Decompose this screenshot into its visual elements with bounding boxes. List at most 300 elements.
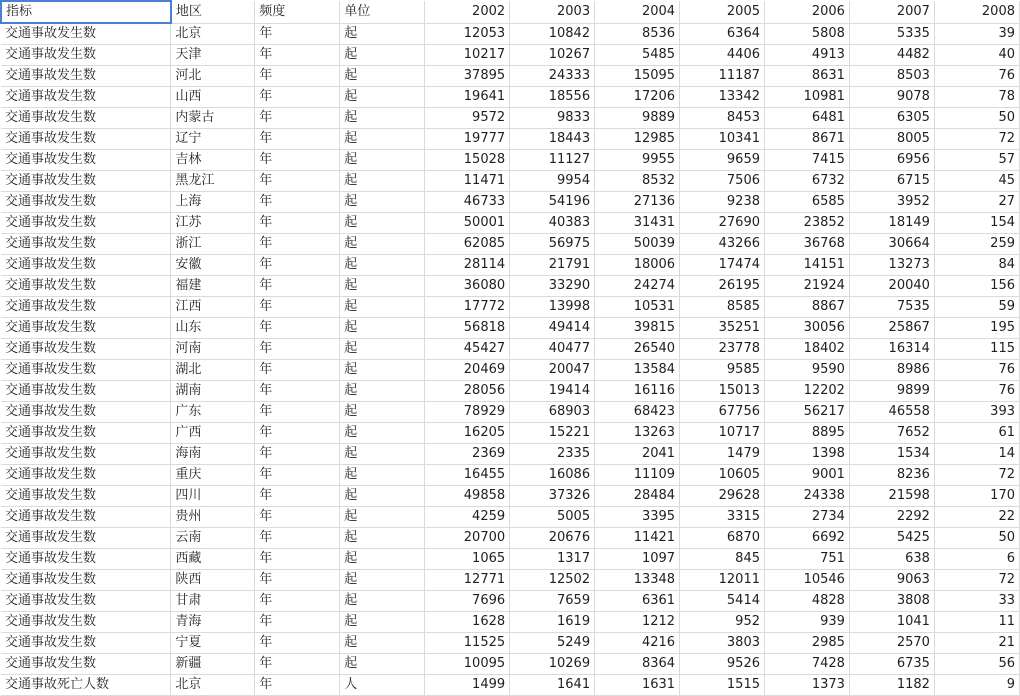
table-cell[interactable]: 61 bbox=[934, 423, 1019, 444]
table-cell[interactable]: 8364 bbox=[595, 654, 680, 675]
table-cell[interactable]: 30664 bbox=[849, 234, 934, 255]
table-cell[interactable]: 4913 bbox=[765, 45, 850, 66]
table-cell[interactable]: 18556 bbox=[510, 87, 595, 108]
table-cell[interactable]: 陕西 bbox=[171, 570, 255, 591]
table-cell[interactable]: 起 bbox=[340, 465, 425, 486]
table-cell[interactable]: 起 bbox=[340, 381, 425, 402]
table-cell[interactable]: 43266 bbox=[680, 234, 765, 255]
table-cell[interactable]: 起 bbox=[340, 633, 425, 654]
table-cell[interactable]: 11 bbox=[934, 612, 1019, 633]
table-cell[interactable]: 年 bbox=[255, 23, 340, 45]
table-cell[interactable]: 年 bbox=[255, 192, 340, 213]
table-cell[interactable]: 2985 bbox=[765, 633, 850, 654]
table-cell[interactable]: 50 bbox=[934, 108, 1019, 129]
table-cell[interactable]: 14 bbox=[934, 444, 1019, 465]
table-cell[interactable]: 4828 bbox=[765, 591, 850, 612]
table-cell[interactable]: 年 bbox=[255, 444, 340, 465]
table-cell[interactable]: 19414 bbox=[510, 381, 595, 402]
table-cell[interactable]: 起 bbox=[340, 213, 425, 234]
table-cell[interactable]: 年 bbox=[255, 675, 340, 696]
table-cell[interactable]: 10717 bbox=[680, 423, 765, 444]
table-cell[interactable]: 6715 bbox=[849, 171, 934, 192]
table-cell[interactable]: 84 bbox=[934, 255, 1019, 276]
table-cell[interactable]: 8895 bbox=[765, 423, 850, 444]
table-cell[interactable]: 50001 bbox=[425, 213, 510, 234]
table-cell[interactable]: 4482 bbox=[849, 45, 934, 66]
table-cell[interactable]: 年 bbox=[255, 549, 340, 570]
table-cell[interactable]: 交通事故发生数 bbox=[1, 654, 171, 675]
table-cell[interactable]: 9585 bbox=[680, 360, 765, 381]
table-cell[interactable]: 26195 bbox=[680, 276, 765, 297]
table-cell[interactable]: 20040 bbox=[849, 276, 934, 297]
table-cell[interactable]: 四川 bbox=[171, 486, 255, 507]
table-cell[interactable]: 年 bbox=[255, 570, 340, 591]
table-cell[interactable]: 9889 bbox=[595, 108, 680, 129]
table-cell[interactable]: 起 bbox=[340, 276, 425, 297]
table-cell[interactable]: 2292 bbox=[849, 507, 934, 528]
header-cell[interactable]: 2005 bbox=[680, 1, 765, 23]
table-cell[interactable]: 13273 bbox=[849, 255, 934, 276]
table-cell[interactable]: 3803 bbox=[680, 633, 765, 654]
table-cell[interactable]: 67756 bbox=[680, 402, 765, 423]
table-cell[interactable]: 河北 bbox=[171, 66, 255, 87]
table-cell[interactable]: 4259 bbox=[425, 507, 510, 528]
table-cell[interactable]: 山东 bbox=[171, 318, 255, 339]
table-cell[interactable]: 2570 bbox=[849, 633, 934, 654]
table-cell[interactable]: 27136 bbox=[595, 192, 680, 213]
table-cell[interactable]: 45427 bbox=[425, 339, 510, 360]
table-cell[interactable]: 40 bbox=[934, 45, 1019, 66]
table-cell[interactable]: 56 bbox=[934, 654, 1019, 675]
table-cell[interactable]: 24338 bbox=[765, 486, 850, 507]
table-cell[interactable]: 3315 bbox=[680, 507, 765, 528]
table-cell[interactable]: 起 bbox=[340, 255, 425, 276]
table-cell[interactable]: 17474 bbox=[680, 255, 765, 276]
table-cell[interactable]: 9238 bbox=[680, 192, 765, 213]
table-cell[interactable]: 8536 bbox=[595, 23, 680, 45]
table-cell[interactable]: 1619 bbox=[510, 612, 595, 633]
table-cell[interactable]: 年 bbox=[255, 129, 340, 150]
table-cell[interactable]: 40383 bbox=[510, 213, 595, 234]
table-cell[interactable]: 78929 bbox=[425, 402, 510, 423]
table-cell[interactable]: 37895 bbox=[425, 66, 510, 87]
table-cell[interactable]: 5005 bbox=[510, 507, 595, 528]
table-cell[interactable]: 4406 bbox=[680, 45, 765, 66]
table-cell[interactable]: 11471 bbox=[425, 171, 510, 192]
table-cell[interactable]: 195 bbox=[934, 318, 1019, 339]
table-cell[interactable]: 36080 bbox=[425, 276, 510, 297]
table-cell[interactable]: 49858 bbox=[425, 486, 510, 507]
table-cell[interactable]: 5425 bbox=[849, 528, 934, 549]
table-cell[interactable]: 30056 bbox=[765, 318, 850, 339]
table-cell[interactable]: 1373 bbox=[765, 675, 850, 696]
table-cell[interactable]: 8532 bbox=[595, 171, 680, 192]
table-cell[interactable]: 9063 bbox=[849, 570, 934, 591]
table-cell[interactable]: 10095 bbox=[425, 654, 510, 675]
table-cell[interactable]: 24274 bbox=[595, 276, 680, 297]
table-cell[interactable]: 59 bbox=[934, 297, 1019, 318]
table-cell[interactable]: 交通事故发生数 bbox=[1, 66, 171, 87]
table-cell[interactable]: 年 bbox=[255, 45, 340, 66]
table-cell[interactable]: 23852 bbox=[765, 213, 850, 234]
table-cell[interactable]: 56217 bbox=[765, 402, 850, 423]
table-cell[interactable]: 交通事故发生数 bbox=[1, 45, 171, 66]
table-cell[interactable]: 黑龙江 bbox=[171, 171, 255, 192]
table-cell[interactable]: 辽宁 bbox=[171, 129, 255, 150]
header-cell[interactable]: 地区 bbox=[171, 1, 255, 23]
table-cell[interactable]: 6364 bbox=[680, 23, 765, 45]
table-cell[interactable]: 交通事故发生数 bbox=[1, 234, 171, 255]
table-cell[interactable]: 新疆 bbox=[171, 654, 255, 675]
table-cell[interactable]: 2369 bbox=[425, 444, 510, 465]
table-cell[interactable]: 4216 bbox=[595, 633, 680, 654]
table-cell[interactable]: 28114 bbox=[425, 255, 510, 276]
table-cell[interactable]: 交通事故发生数 bbox=[1, 129, 171, 150]
table-cell[interactable]: 35251 bbox=[680, 318, 765, 339]
table-cell[interactable]: 内蒙古 bbox=[171, 108, 255, 129]
table-cell[interactable]: 起 bbox=[340, 549, 425, 570]
table-cell[interactable]: 16314 bbox=[849, 339, 934, 360]
table-cell[interactable]: 交通事故发生数 bbox=[1, 339, 171, 360]
table-cell[interactable]: 28484 bbox=[595, 486, 680, 507]
table-cell[interactable]: 751 bbox=[765, 549, 850, 570]
table-cell[interactable]: 19777 bbox=[425, 129, 510, 150]
table-cell[interactable]: 5808 bbox=[765, 23, 850, 45]
table-cell[interactable]: 1641 bbox=[510, 675, 595, 696]
table-cell[interactable]: 交通事故发生数 bbox=[1, 87, 171, 108]
table-cell[interactable]: 年 bbox=[255, 276, 340, 297]
table-cell[interactable]: 上海 bbox=[171, 192, 255, 213]
table-cell[interactable]: 10269 bbox=[510, 654, 595, 675]
header-cell[interactable]: 单位 bbox=[340, 1, 425, 23]
table-cell[interactable]: 年 bbox=[255, 528, 340, 549]
table-cell[interactable]: 交通事故发生数 bbox=[1, 360, 171, 381]
table-cell[interactable]: 21598 bbox=[849, 486, 934, 507]
table-cell[interactable]: 交通事故发生数 bbox=[1, 444, 171, 465]
table-cell[interactable]: 13342 bbox=[680, 87, 765, 108]
table-cell[interactable]: 云南 bbox=[171, 528, 255, 549]
table-cell[interactable]: 起 bbox=[340, 108, 425, 129]
table-cell[interactable]: 年 bbox=[255, 234, 340, 255]
table-cell[interactable]: 11525 bbox=[425, 633, 510, 654]
table-cell[interactable]: 6956 bbox=[849, 150, 934, 171]
table-cell[interactable]: 6692 bbox=[765, 528, 850, 549]
table-cell[interactable]: 重庆 bbox=[171, 465, 255, 486]
table-cell[interactable]: 交通事故发生数 bbox=[1, 255, 171, 276]
table-cell[interactable]: 76 bbox=[934, 66, 1019, 87]
table-cell[interactable]: 5414 bbox=[680, 591, 765, 612]
table-cell[interactable]: 交通事故发生数 bbox=[1, 423, 171, 444]
table-cell[interactable]: 31431 bbox=[595, 213, 680, 234]
table-cell[interactable]: 浙江 bbox=[171, 234, 255, 255]
table-cell[interactable]: 13263 bbox=[595, 423, 680, 444]
table-cell[interactable]: 13584 bbox=[595, 360, 680, 381]
table-cell[interactable]: 北京 bbox=[171, 23, 255, 45]
table-cell[interactable]: 9955 bbox=[595, 150, 680, 171]
table-cell[interactable]: 36768 bbox=[765, 234, 850, 255]
header-cell[interactable]: 2006 bbox=[765, 1, 850, 23]
table-cell[interactable]: 10842 bbox=[510, 23, 595, 45]
table-cell[interactable]: 40477 bbox=[510, 339, 595, 360]
table-cell[interactable]: 939 bbox=[765, 612, 850, 633]
table-cell[interactable]: 952 bbox=[680, 612, 765, 633]
table-cell[interactable]: 河南 bbox=[171, 339, 255, 360]
table-cell[interactable]: 638 bbox=[849, 549, 934, 570]
table-cell[interactable]: 起 bbox=[340, 528, 425, 549]
table-cell[interactable]: 8867 bbox=[765, 297, 850, 318]
table-cell[interactable]: 交通事故发生数 bbox=[1, 486, 171, 507]
table-cell[interactable]: 8585 bbox=[680, 297, 765, 318]
table-cell[interactable]: 6481 bbox=[765, 108, 850, 129]
table-cell[interactable]: 6732 bbox=[765, 171, 850, 192]
table-cell[interactable]: 8503 bbox=[849, 66, 934, 87]
table-cell[interactable]: 8631 bbox=[765, 66, 850, 87]
table-cell[interactable]: 17206 bbox=[595, 87, 680, 108]
table-cell[interactable]: 9526 bbox=[680, 654, 765, 675]
table-cell[interactable]: 7659 bbox=[510, 591, 595, 612]
table-cell[interactable]: 起 bbox=[340, 87, 425, 108]
table-cell[interactable]: 青海 bbox=[171, 612, 255, 633]
table-cell[interactable]: 3808 bbox=[849, 591, 934, 612]
table-cell[interactable]: 8986 bbox=[849, 360, 934, 381]
table-cell[interactable]: 年 bbox=[255, 465, 340, 486]
table-cell[interactable]: 26540 bbox=[595, 339, 680, 360]
table-cell[interactable]: 交通事故死亡人数 bbox=[1, 675, 171, 696]
table-cell[interactable]: 交通事故发生数 bbox=[1, 591, 171, 612]
table-cell[interactable]: 50 bbox=[934, 528, 1019, 549]
table-cell[interactable]: 起 bbox=[340, 402, 425, 423]
table-cell[interactable]: 115 bbox=[934, 339, 1019, 360]
table-cell[interactable]: 12202 bbox=[765, 381, 850, 402]
table-cell[interactable]: 78 bbox=[934, 87, 1019, 108]
table-cell[interactable]: 交通事故发生数 bbox=[1, 612, 171, 633]
table-cell[interactable]: 7535 bbox=[849, 297, 934, 318]
table-cell[interactable]: 11127 bbox=[510, 150, 595, 171]
table-cell[interactable]: 起 bbox=[340, 171, 425, 192]
table-cell[interactable]: 10981 bbox=[765, 87, 850, 108]
table-cell[interactable]: 12053 bbox=[425, 23, 510, 45]
table-cell[interactable]: 21791 bbox=[510, 255, 595, 276]
table-cell[interactable]: 交通事故发生数 bbox=[1, 297, 171, 318]
table-cell[interactable]: 10531 bbox=[595, 297, 680, 318]
table-cell[interactable]: 10341 bbox=[680, 129, 765, 150]
table-cell[interactable]: 24333 bbox=[510, 66, 595, 87]
table-cell[interactable]: 9954 bbox=[510, 171, 595, 192]
header-cell[interactable]: 指标 bbox=[1, 1, 171, 23]
table-cell[interactable]: 46558 bbox=[849, 402, 934, 423]
table-cell[interactable]: 15095 bbox=[595, 66, 680, 87]
table-cell[interactable]: 154 bbox=[934, 213, 1019, 234]
table-cell[interactable]: 39 bbox=[934, 23, 1019, 45]
table-cell[interactable]: 6735 bbox=[849, 654, 934, 675]
table-cell[interactable]: 年 bbox=[255, 612, 340, 633]
table-cell[interactable]: 9590 bbox=[765, 360, 850, 381]
table-cell[interactable]: 23778 bbox=[680, 339, 765, 360]
table-cell[interactable]: 年 bbox=[255, 339, 340, 360]
table-cell[interactable]: 年 bbox=[255, 633, 340, 654]
table-cell[interactable]: 2041 bbox=[595, 444, 680, 465]
table-cell[interactable]: 29628 bbox=[680, 486, 765, 507]
table-cell[interactable]: 交通事故发生数 bbox=[1, 528, 171, 549]
table-cell[interactable]: 9659 bbox=[680, 150, 765, 171]
table-cell[interactable]: 12502 bbox=[510, 570, 595, 591]
table-cell[interactable]: 起 bbox=[340, 423, 425, 444]
table-cell[interactable]: 76 bbox=[934, 381, 1019, 402]
table-cell[interactable]: 7428 bbox=[765, 654, 850, 675]
table-cell[interactable]: 9078 bbox=[849, 87, 934, 108]
table-cell[interactable]: 1317 bbox=[510, 549, 595, 570]
table-cell[interactable]: 9833 bbox=[510, 108, 595, 129]
table-cell[interactable]: 吉林 bbox=[171, 150, 255, 171]
table-cell[interactable]: 年 bbox=[255, 66, 340, 87]
table-cell[interactable]: 21924 bbox=[765, 276, 850, 297]
table-cell[interactable]: 1182 bbox=[849, 675, 934, 696]
table-cell[interactable]: 1479 bbox=[680, 444, 765, 465]
table-cell[interactable]: 5249 bbox=[510, 633, 595, 654]
table-cell[interactable]: 5335 bbox=[849, 23, 934, 45]
table-cell[interactable]: 甘肃 bbox=[171, 591, 255, 612]
table-cell[interactable]: 起 bbox=[340, 318, 425, 339]
table-cell[interactable]: 交通事故发生数 bbox=[1, 108, 171, 129]
table-cell[interactable]: 年 bbox=[255, 402, 340, 423]
table-cell[interactable]: 起 bbox=[340, 444, 425, 465]
header-cell[interactable]: 2008 bbox=[934, 1, 1019, 23]
table-cell[interactable]: 年 bbox=[255, 150, 340, 171]
table-cell[interactable]: 年 bbox=[255, 87, 340, 108]
table-cell[interactable]: 25867 bbox=[849, 318, 934, 339]
table-cell[interactable]: 16455 bbox=[425, 465, 510, 486]
table-cell[interactable]: 起 bbox=[340, 234, 425, 255]
table-cell[interactable]: 交通事故发生数 bbox=[1, 150, 171, 171]
table-cell[interactable]: 年 bbox=[255, 486, 340, 507]
table-cell[interactable]: 68423 bbox=[595, 402, 680, 423]
table-cell[interactable]: 年 bbox=[255, 213, 340, 234]
table-cell[interactable]: 1534 bbox=[849, 444, 934, 465]
table-cell[interactable]: 170 bbox=[934, 486, 1019, 507]
table-cell[interactable]: 1628 bbox=[425, 612, 510, 633]
table-cell[interactable]: 交通事故发生数 bbox=[1, 549, 171, 570]
table-cell[interactable]: 393 bbox=[934, 402, 1019, 423]
table-cell[interactable]: 交通事故发生数 bbox=[1, 213, 171, 234]
table-cell[interactable]: 76 bbox=[934, 360, 1019, 381]
table-cell[interactable]: 交通事故发生数 bbox=[1, 318, 171, 339]
table-cell[interactable]: 8005 bbox=[849, 129, 934, 150]
header-cell[interactable]: 2007 bbox=[849, 1, 934, 23]
table-cell[interactable]: 年 bbox=[255, 654, 340, 675]
table-cell[interactable]: 156 bbox=[934, 276, 1019, 297]
table-cell[interactable]: 27690 bbox=[680, 213, 765, 234]
table-cell[interactable]: 湖北 bbox=[171, 360, 255, 381]
table-cell[interactable]: 起 bbox=[340, 297, 425, 318]
table-cell[interactable]: 起 bbox=[340, 45, 425, 66]
table-cell[interactable]: 江苏 bbox=[171, 213, 255, 234]
table-cell[interactable]: 8671 bbox=[765, 129, 850, 150]
table-cell[interactable]: 12011 bbox=[680, 570, 765, 591]
table-cell[interactable]: 1097 bbox=[595, 549, 680, 570]
table-cell[interactable]: 广东 bbox=[171, 402, 255, 423]
table-cell[interactable]: 北京 bbox=[171, 675, 255, 696]
table-cell[interactable]: 19641 bbox=[425, 87, 510, 108]
table-cell[interactable]: 10217 bbox=[425, 45, 510, 66]
table-cell[interactable]: 22 bbox=[934, 507, 1019, 528]
table-cell[interactable]: 39815 bbox=[595, 318, 680, 339]
table-cell[interactable]: 湖南 bbox=[171, 381, 255, 402]
table-cell[interactable]: 起 bbox=[340, 591, 425, 612]
table-cell[interactable]: 天津 bbox=[171, 45, 255, 66]
table-cell[interactable]: 交通事故发生数 bbox=[1, 507, 171, 528]
table-cell[interactable]: 54196 bbox=[510, 192, 595, 213]
header-cell[interactable]: 2002 bbox=[425, 1, 510, 23]
table-cell[interactable]: 山西 bbox=[171, 87, 255, 108]
table-cell[interactable]: 1065 bbox=[425, 549, 510, 570]
table-cell[interactable]: 起 bbox=[340, 570, 425, 591]
table-cell[interactable]: 33290 bbox=[510, 276, 595, 297]
table-cell[interactable]: 起 bbox=[340, 486, 425, 507]
table-cell[interactable]: 年 bbox=[255, 108, 340, 129]
table-cell[interactable]: 交通事故发生数 bbox=[1, 465, 171, 486]
table-cell[interactable]: 年 bbox=[255, 297, 340, 318]
table-cell[interactable]: 人 bbox=[340, 675, 425, 696]
table-cell[interactable]: 海南 bbox=[171, 444, 255, 465]
table-cell[interactable]: 20700 bbox=[425, 528, 510, 549]
table-cell[interactable]: 12771 bbox=[425, 570, 510, 591]
table-cell[interactable]: 交通事故发生数 bbox=[1, 402, 171, 423]
table-cell[interactable]: 18443 bbox=[510, 129, 595, 150]
table-cell[interactable]: 江西 bbox=[171, 297, 255, 318]
table-cell[interactable]: 6 bbox=[934, 549, 1019, 570]
table-cell[interactable]: 49414 bbox=[510, 318, 595, 339]
header-cell[interactable]: 频度 bbox=[255, 1, 340, 23]
table-cell[interactable]: 起 bbox=[340, 23, 425, 45]
table-cell[interactable]: 福建 bbox=[171, 276, 255, 297]
table-cell[interactable]: 13348 bbox=[595, 570, 680, 591]
table-cell[interactable]: 年 bbox=[255, 171, 340, 192]
table-cell[interactable]: 起 bbox=[340, 360, 425, 381]
table-cell[interactable]: 259 bbox=[934, 234, 1019, 255]
table-cell[interactable]: 9899 bbox=[849, 381, 934, 402]
table-cell[interactable]: 交通事故发生数 bbox=[1, 23, 171, 45]
table-cell[interactable]: 20676 bbox=[510, 528, 595, 549]
table-cell[interactable]: 起 bbox=[340, 612, 425, 633]
table-cell[interactable]: 起 bbox=[340, 66, 425, 87]
table-cell[interactable]: 起 bbox=[340, 150, 425, 171]
table-cell[interactable]: 72 bbox=[934, 129, 1019, 150]
table-cell[interactable]: 46733 bbox=[425, 192, 510, 213]
table-cell[interactable]: 3952 bbox=[849, 192, 934, 213]
table-cell[interactable]: 6585 bbox=[765, 192, 850, 213]
table-cell[interactable]: 27 bbox=[934, 192, 1019, 213]
table-cell[interactable]: 起 bbox=[340, 507, 425, 528]
table-cell[interactable]: 7652 bbox=[849, 423, 934, 444]
table-cell[interactable]: 起 bbox=[340, 654, 425, 675]
table-cell[interactable]: 16205 bbox=[425, 423, 510, 444]
table-cell[interactable]: 18402 bbox=[765, 339, 850, 360]
table-cell[interactable]: 起 bbox=[340, 339, 425, 360]
table-cell[interactable]: 起 bbox=[340, 129, 425, 150]
table-cell[interactable]: 68903 bbox=[510, 402, 595, 423]
table-cell[interactable]: 11421 bbox=[595, 528, 680, 549]
table-cell[interactable]: 11109 bbox=[595, 465, 680, 486]
table-cell[interactable]: 18149 bbox=[849, 213, 934, 234]
table-cell[interactable]: 15028 bbox=[425, 150, 510, 171]
table-cell[interactable]: 西藏 bbox=[171, 549, 255, 570]
table-cell[interactable]: 14151 bbox=[765, 255, 850, 276]
table-cell[interactable]: 1041 bbox=[849, 612, 934, 633]
table-cell[interactable]: 37326 bbox=[510, 486, 595, 507]
table-cell[interactable]: 6305 bbox=[849, 108, 934, 129]
table-cell[interactable]: 7415 bbox=[765, 150, 850, 171]
table-cell[interactable]: 50039 bbox=[595, 234, 680, 255]
